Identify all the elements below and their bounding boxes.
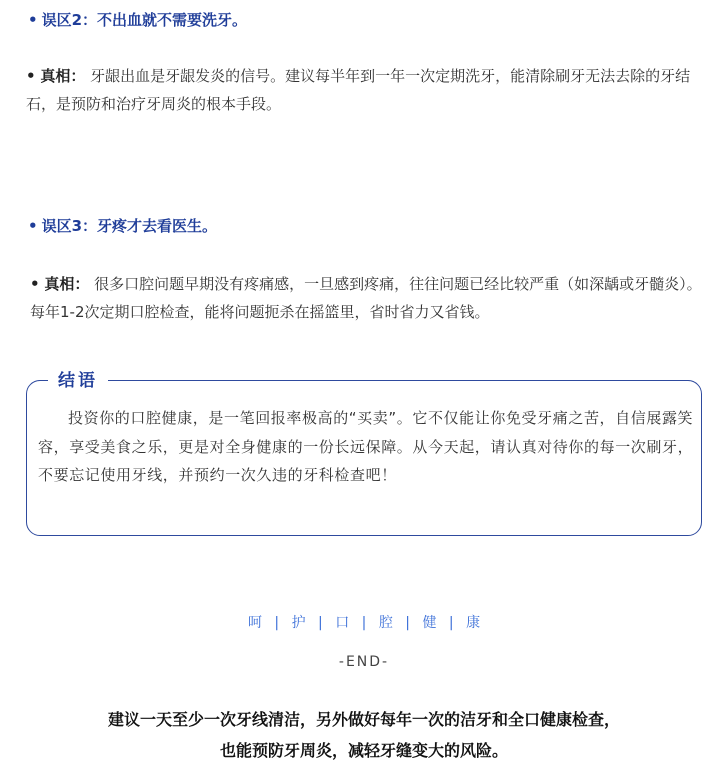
nav-item: 健 [422, 615, 437, 631]
nav-separator: | [448, 615, 454, 631]
nav-item: 护 [291, 615, 306, 631]
nav-item: 康 [466, 615, 481, 631]
closing-line-2: 也能预防牙周炎，减轻牙缝变大的风险。 [219, 741, 508, 760]
myth2-title: 误区2：不出血就不需要洗牙。 [41, 11, 248, 29]
nav-item: 腔 [378, 615, 393, 631]
conclusion-text: 投资你的口腔健康，是一笔回报率极高的“买卖”。它不仅能让你免受牙痛之苦，自信展露笑容，享受美食之乐，更是对全身健康的一份长远保障。从今天起，请认真对待你的每一次刷牙，不要忘记使用牙线，并预约一次久违的牙科检查吧！ [38, 409, 694, 484]
bullet: • [26, 67, 36, 85]
bullet: • [28, 11, 38, 29]
nav-item: 口 [335, 615, 350, 631]
closing-note [0, 704, 728, 766]
closing-line-1: 建议一天至少一次牙线清洁，另外做好每年一次的洁牙和全口健康检查， [107, 710, 620, 729]
myth3-title: 误区3：牙疼才去看医生。 [41, 217, 218, 235]
end-mark: -END- [338, 654, 390, 670]
bullet: • [28, 217, 38, 235]
nav-separator: | [274, 615, 280, 631]
care-nav [0, 612, 728, 634]
myth2-truth [26, 62, 706, 118]
myth3-heading [28, 216, 217, 236]
truth-text: 很多口腔问题早期没有疼痛感，一旦感到疼痛，往往问题已经比较严重（如深龋或牙髓炎）。每年1-2次定期口腔检查，能将问题扼杀在摇篮里，省时省力又省钱。 [30, 275, 702, 321]
conclusion-title: 结语 [48, 369, 108, 393]
myth2-heading [28, 10, 247, 30]
bullet: • [30, 275, 40, 293]
myth3-truth [30, 270, 706, 326]
nav-separator: | [405, 615, 410, 631]
nav-item: 呵 [247, 615, 262, 631]
truth-label: 真相： [40, 67, 86, 85]
nav-separator: | [361, 615, 367, 631]
truth-text: 牙龈出血是牙龈发炎的信号。建议每半年到一年一次定期洗牙，能清除刷牙无法去除的牙结石，是预防和治疗牙周炎的根本手段。 [26, 67, 691, 113]
nav-separator: | [318, 615, 323, 631]
truth-label: 真相： [44, 275, 90, 293]
